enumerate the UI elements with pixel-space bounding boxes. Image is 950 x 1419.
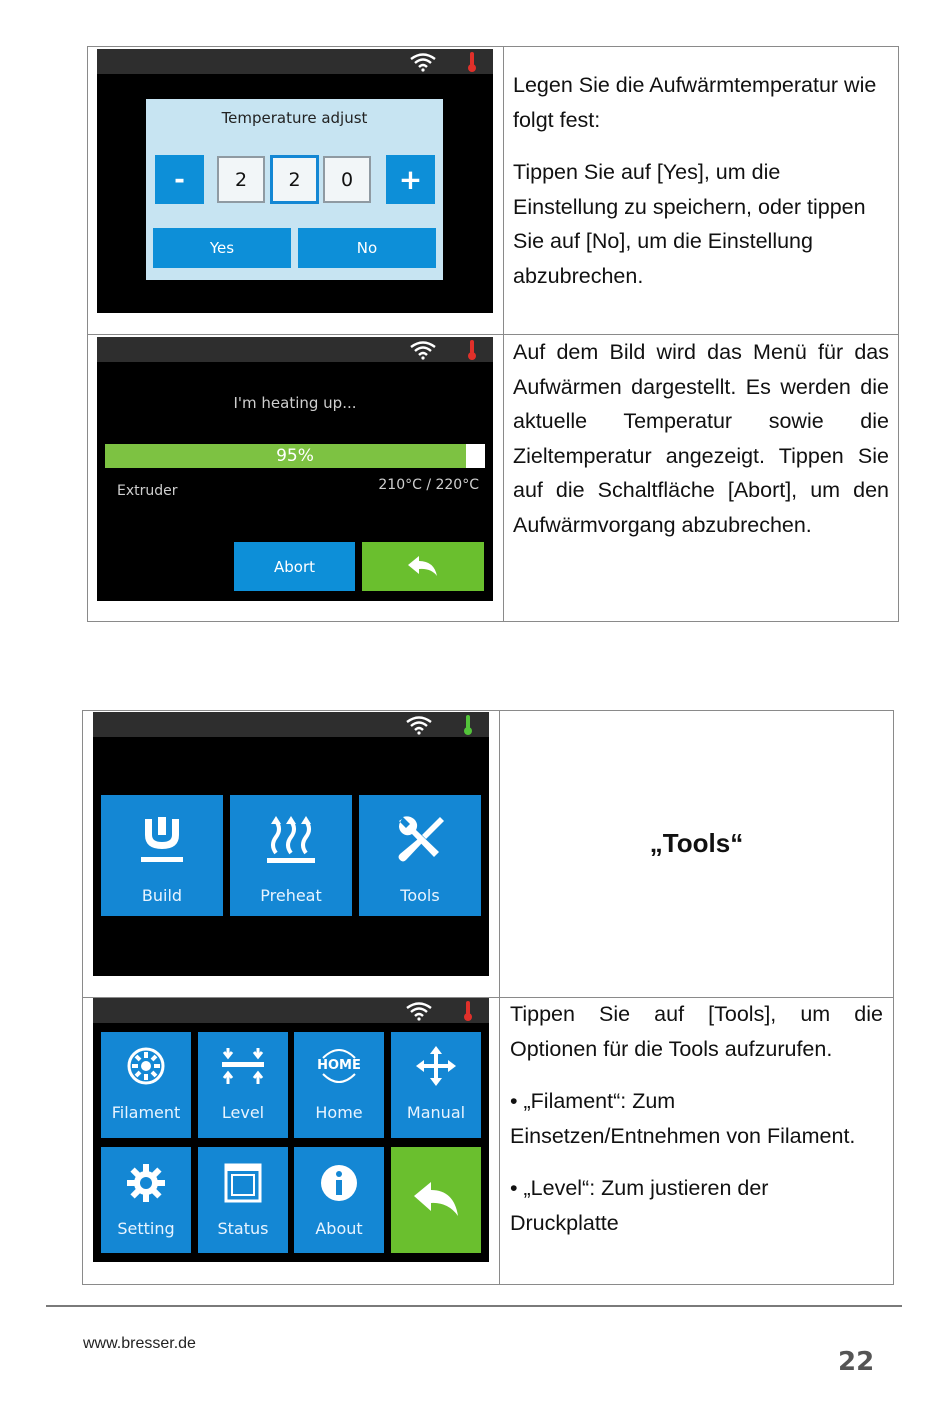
status-bar bbox=[93, 998, 489, 1023]
digit-box[interactable]: 2 bbox=[217, 156, 265, 203]
increase-button[interactable]: + bbox=[386, 155, 435, 204]
progress-label: 95% bbox=[276, 446, 314, 466]
dialog-title: Temperature adjust bbox=[221, 109, 368, 127]
thermometer-icon bbox=[462, 1000, 474, 1022]
status-bar bbox=[93, 712, 489, 737]
back-button[interactable] bbox=[391, 1147, 481, 1253]
info-icon bbox=[319, 1163, 359, 1203]
digit-box[interactable]: 0 bbox=[323, 156, 371, 203]
tile-label: Tools bbox=[400, 886, 440, 905]
yes-button[interactable]: Yes bbox=[153, 228, 291, 268]
preheat-icon bbox=[265, 813, 317, 865]
wifi-icon bbox=[409, 52, 437, 72]
instruction-text-heating bbox=[513, 335, 889, 542]
preheat-tile[interactable] bbox=[230, 795, 352, 916]
temperature-dialog bbox=[146, 99, 443, 280]
instruction-text-temperature bbox=[513, 68, 889, 311]
temperature-readout: 210°C / 220°C bbox=[378, 477, 479, 493]
footer-url[interactable]: www.bresser.de bbox=[83, 1335, 196, 1352]
paragraph: Auf dem Bild wird das Menü für das Aufwärmen dargestellt. Es werden die aktuelle Temperatur sowie die Zieltemperatur angezeigt. Tippen Sie auf die Schaltfläche [Abort], um den Aufwärmvorgang abzubrechen. bbox=[513, 340, 889, 537]
status-tile[interactable] bbox=[198, 1147, 288, 1253]
home-tile[interactable] bbox=[294, 1032, 384, 1138]
back-button[interactable] bbox=[362, 542, 484, 591]
tile-label: Level bbox=[221, 1103, 265, 1122]
home-icon bbox=[317, 1046, 361, 1086]
setting-tile[interactable] bbox=[101, 1147, 191, 1253]
tools-tile[interactable] bbox=[359, 795, 481, 916]
filament-icon bbox=[126, 1046, 166, 1086]
tile-label: Filament bbox=[111, 1103, 181, 1122]
back-arrow-icon bbox=[406, 554, 440, 580]
about-tile[interactable] bbox=[294, 1147, 384, 1253]
abort-button[interactable]: Abort bbox=[234, 542, 355, 591]
tile-label: Home bbox=[315, 1103, 363, 1122]
home-icon-text: HOME bbox=[317, 1058, 361, 1073]
wifi-icon bbox=[409, 340, 437, 360]
paragraph: Legen Sie die Aufwärmtemperatur wie folgt fest: bbox=[513, 73, 877, 132]
paragraph: Tippen Sie auf [Yes], um die Einstellung zu speichern, oder tippen Sie auf [No], um die Einstellung abzubrechen. bbox=[513, 160, 866, 288]
thermometer-icon bbox=[466, 339, 478, 361]
tile-label: Setting bbox=[117, 1219, 175, 1238]
screen-temperature-adjust bbox=[97, 49, 493, 313]
screen-main-menu bbox=[93, 712, 489, 976]
build-icon bbox=[137, 813, 187, 865]
tools-icon bbox=[394, 813, 446, 865]
thermometer-icon bbox=[462, 714, 474, 736]
page-number: 22 bbox=[838, 1347, 875, 1377]
tile-label: About bbox=[315, 1219, 363, 1238]
filament-tile[interactable] bbox=[101, 1032, 191, 1138]
wifi-icon bbox=[405, 1001, 433, 1021]
heating-status-text: I'm heating up... bbox=[233, 394, 357, 412]
extruder-label: Extruder bbox=[117, 483, 178, 499]
wifi-icon bbox=[405, 715, 433, 735]
instruction-text-tools bbox=[510, 997, 883, 1258]
progress-bar bbox=[105, 444, 485, 468]
bullet-filament: • „Filament“: Zum Einsetzen/Entnehmen von Filament. bbox=[510, 1089, 856, 1148]
thermometer-icon bbox=[466, 51, 478, 73]
tile-label: Manual bbox=[406, 1103, 466, 1122]
gear-icon bbox=[126, 1163, 166, 1203]
move-arrows-icon bbox=[416, 1046, 456, 1086]
build-tile[interactable] bbox=[101, 795, 223, 916]
section-title-tools: „Tools“ bbox=[649, 828, 744, 858]
level-tile[interactable] bbox=[198, 1032, 288, 1138]
tile-label: Build bbox=[141, 886, 183, 905]
bullet-level: • „Level“: Zum justieren der Druckplatte bbox=[510, 1176, 769, 1235]
status-bar bbox=[97, 337, 493, 362]
paragraph: Tippen Sie auf [Tools], um die Optionen für die Tools aufzurufen. bbox=[510, 1002, 883, 1061]
level-icon bbox=[222, 1046, 264, 1086]
tile-label: Status bbox=[217, 1219, 269, 1238]
footer-divider bbox=[46, 1305, 902, 1307]
digit-box-selected[interactable]: 2 bbox=[270, 155, 319, 204]
back-arrow-icon bbox=[412, 1180, 460, 1220]
screen-tools-menu bbox=[93, 998, 489, 1262]
tile-label: Preheat bbox=[260, 886, 322, 905]
screen-heating bbox=[97, 337, 493, 601]
no-button[interactable]: No bbox=[298, 228, 436, 268]
status-icon bbox=[224, 1163, 262, 1203]
manual-tile[interactable] bbox=[391, 1032, 481, 1138]
decrease-button[interactable]: - bbox=[155, 155, 204, 204]
status-bar bbox=[97, 49, 493, 74]
